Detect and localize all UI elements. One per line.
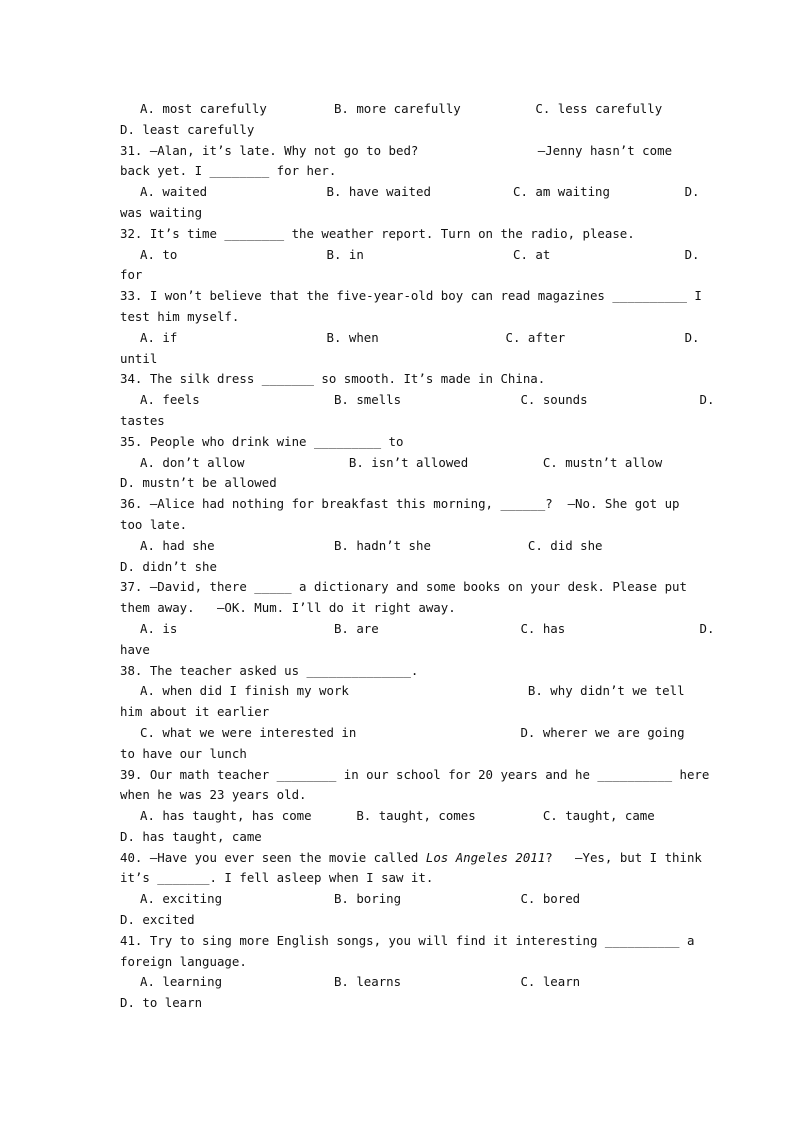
line-text: 41. Try to sing more English songs, you will find it interesting __________ a — [120, 932, 695, 948]
line-text: 40. —Have you ever seen the movie called — [120, 849, 426, 865]
exam-page — [120, 99, 715, 1014]
line-text: when he was 23 years old. — [120, 787, 307, 803]
line-text: ? —Yes, but I think — [545, 849, 702, 865]
line-text: A. if B. when C. after D. — [140, 329, 700, 345]
line-text: them away. —OK. Mum. I’ll do it right away. — [120, 600, 456, 616]
question-line — [120, 827, 680, 848]
line-text: A. exciting B. boring C. bored — [140, 891, 581, 907]
line-text: A. don’t allow B. isn’t allowed C. mustn’t allow — [140, 454, 663, 470]
option-line — [120, 723, 685, 744]
question-line — [120, 993, 680, 1014]
question-line — [120, 640, 680, 661]
line-text: 33. I won’t believe that the five-year-old boy can read magazines __________ I — [120, 288, 702, 304]
question-line — [120, 785, 680, 806]
option-line — [120, 182, 700, 203]
line-text: A. to B. in C. at D. — [140, 246, 700, 262]
line-text: D. didn’t she — [120, 558, 217, 574]
question-line — [120, 557, 680, 578]
question-line — [120, 910, 680, 931]
line-text: 34. The silk dress _______ so smooth. It’s made in China. — [120, 371, 546, 387]
line-text: 38. The teacher asked us ______________. — [120, 662, 419, 678]
option-line — [120, 390, 715, 411]
question-line — [120, 765, 710, 786]
line-text: A. feels B. smells C. sounds D. — [140, 392, 715, 408]
line-text: until — [120, 350, 158, 366]
question-line — [120, 952, 680, 973]
line-text: D. has taught, came — [120, 828, 262, 844]
question-line — [120, 411, 680, 432]
line-text: too late. — [120, 516, 188, 532]
question-line — [120, 598, 680, 619]
question-line — [120, 868, 680, 889]
line-text: 31. —Alan, it’s late. Why not go to bed? —Jenny hasn’t come — [120, 142, 673, 158]
question-line — [120, 848, 702, 869]
question-line — [120, 515, 680, 536]
line-text: 32. It’s time ________ the weather report. Turn on the radio, please. — [120, 225, 635, 241]
line-text: him about it earlier — [120, 704, 270, 720]
line-text: A. when did I finish my work B. why didn’t we tell — [140, 683, 685, 699]
line-text: to have our lunch — [120, 745, 247, 761]
line-text: A. has taught, has come B. taught, comes C. taught, came — [140, 808, 655, 824]
line-text: 39. Our math teacher ________ in our school for 20 years and he __________ here — [120, 766, 710, 782]
line-text: D. excited — [120, 912, 195, 928]
line-text: A. had she B. hadn’t she C. did she — [140, 537, 603, 553]
line-text: tastes — [120, 412, 165, 428]
option-line — [120, 453, 680, 474]
line-text: foreign language. — [120, 953, 247, 969]
line-text: back yet. I ________ for her. — [120, 163, 337, 179]
question-line — [120, 224, 680, 245]
line-text: 36. —Alice had nothing for breakfast this morning, ______? —No. She got up — [120, 496, 680, 512]
line-text: test him myself. — [120, 308, 240, 324]
question-line — [120, 141, 680, 162]
question-line — [120, 473, 680, 494]
line-text: it’s _______. I fell asleep when I saw it. — [120, 870, 434, 886]
option-line — [120, 889, 680, 910]
question-line — [120, 494, 680, 515]
question-line — [120, 577, 687, 598]
option-line — [120, 806, 680, 827]
line-text: A. is B. are C. has D. — [140, 620, 715, 636]
question-line — [120, 265, 680, 286]
option-line — [120, 619, 715, 640]
option-line — [120, 681, 685, 702]
question-line — [120, 702, 680, 723]
line-text: A. waited B. have waited C. am waiting D. — [140, 184, 700, 200]
movie-title: Los Angeles 2011 — [425, 849, 546, 865]
option-line — [120, 99, 680, 120]
line-text: 35. People who drink wine _________ to — [120, 433, 404, 449]
line-text: for — [120, 267, 143, 283]
question-line — [120, 661, 680, 682]
question-line — [120, 286, 702, 307]
option-line — [120, 245, 700, 266]
question-line — [120, 432, 680, 453]
question-line — [120, 369, 680, 390]
line-text: D. mustn’t be allowed — [120, 475, 277, 491]
question-line — [120, 203, 680, 224]
line-text: D. to learn — [120, 995, 203, 1011]
question-line — [120, 349, 680, 370]
option-line — [120, 536, 680, 557]
question-line — [120, 120, 680, 141]
option-line — [120, 328, 700, 349]
line-text: A. learning B. learns C. learn — [140, 974, 581, 990]
question-line — [120, 744, 680, 765]
line-text: A. most carefully B. more carefully C. less carefully — [140, 101, 663, 116]
line-text: was waiting — [120, 204, 203, 220]
line-text: D. least carefully — [120, 121, 255, 137]
question-line — [120, 161, 680, 182]
question-line — [120, 931, 695, 952]
question-line — [120, 307, 680, 328]
option-line — [120, 972, 680, 993]
line-text: C. what we were interested in D. wherer we are going — [140, 724, 685, 740]
line-text: have — [120, 641, 150, 657]
line-text: 37. —David, there _____ a dictionary and some books on your desk. Please put — [120, 579, 687, 595]
